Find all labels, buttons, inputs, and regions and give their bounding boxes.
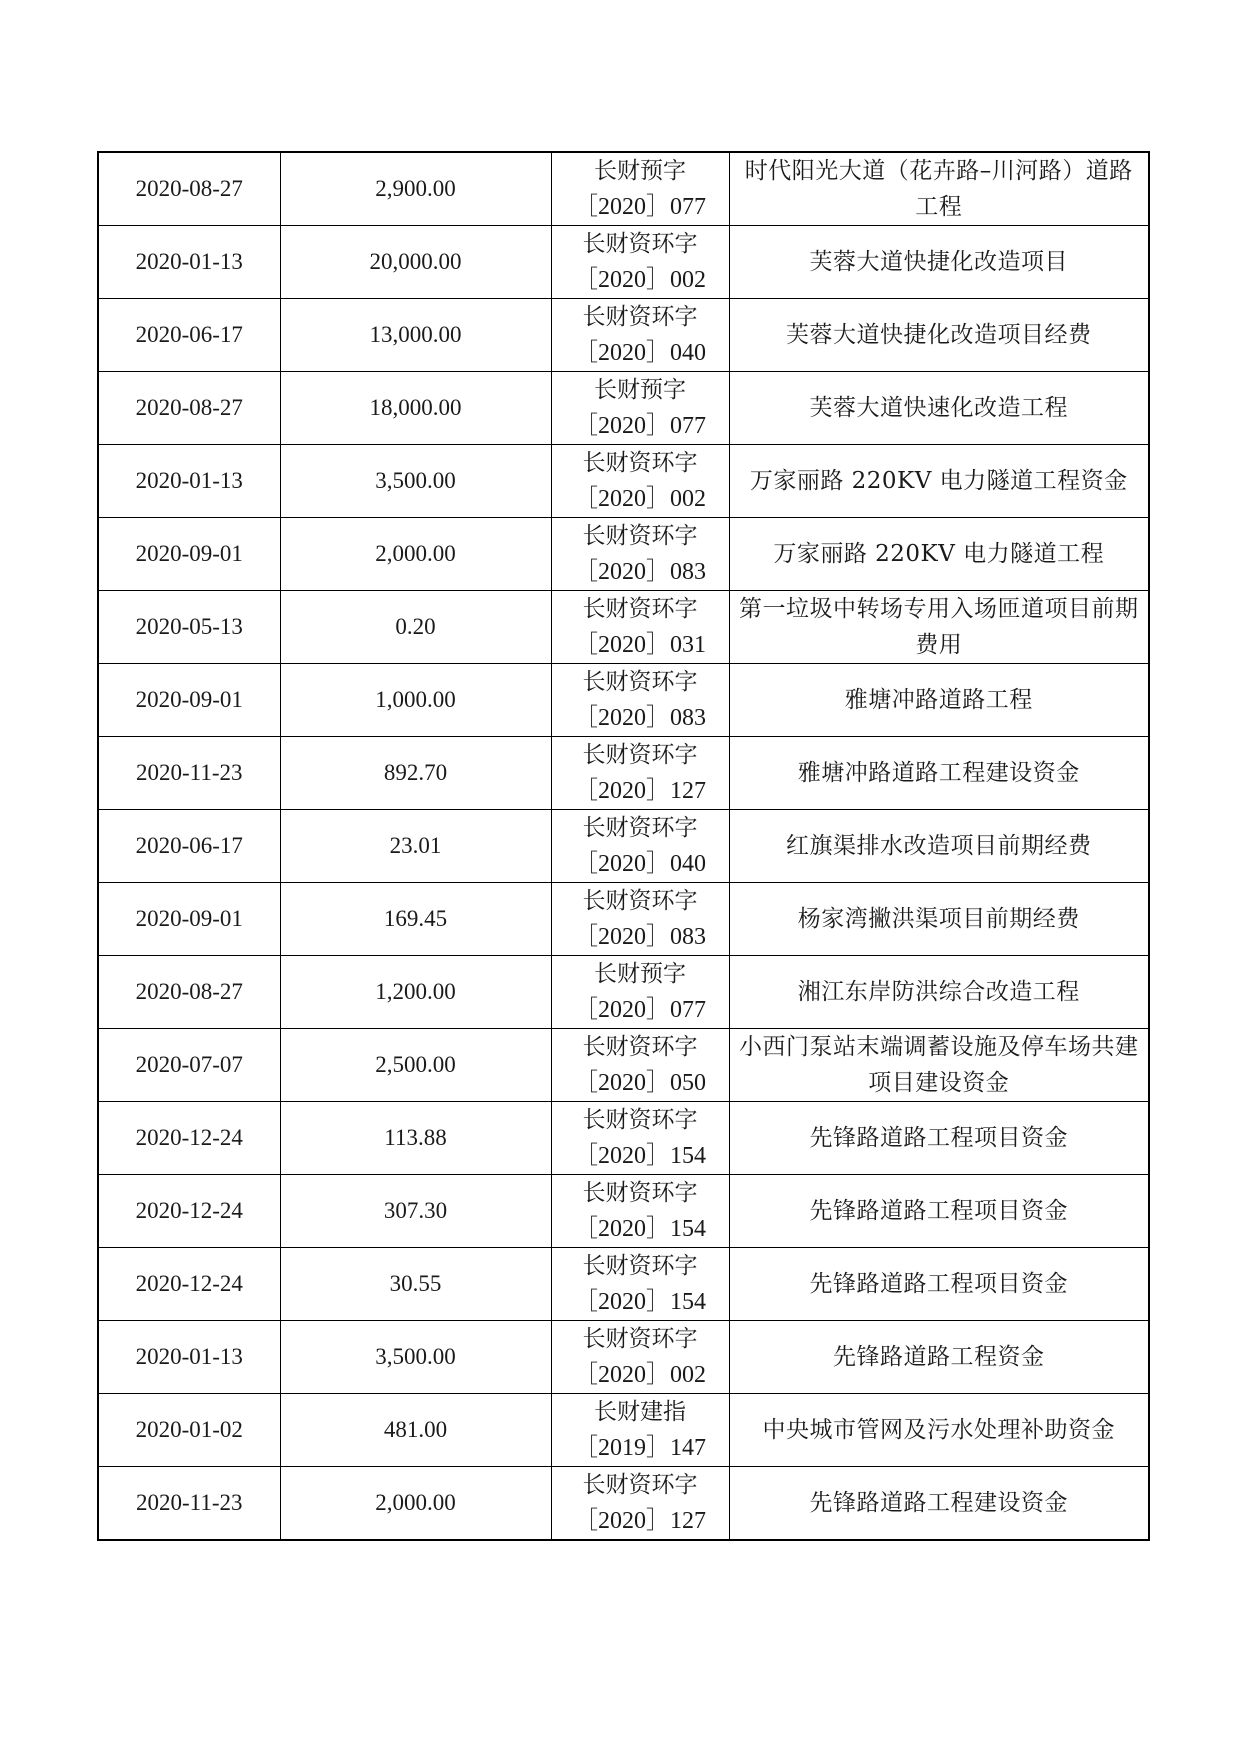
- project-description-cell: 先锋路道路工程项目资金: [729, 1175, 1149, 1248]
- project-description-cell: 红旗渠排水改造项目前期经费: [729, 810, 1149, 883]
- date-cell: 2020-06-17: [98, 810, 280, 883]
- document-number-cell: [551, 591, 729, 664]
- document-number: ［2020］127: [574, 1508, 706, 1534]
- amount-cell: 481.00: [280, 1394, 551, 1467]
- amount-cell: 113.88: [280, 1102, 551, 1175]
- document-number-cell: [551, 956, 729, 1029]
- amount-cell: 30.55: [280, 1248, 551, 1321]
- document-prefix: 长财预字: [594, 961, 686, 987]
- document-prefix: 长财预字: [594, 158, 686, 184]
- table-row: [98, 1248, 1149, 1321]
- document-number-cell: [551, 1029, 729, 1102]
- document-prefix: 长财资环字: [582, 1107, 698, 1133]
- date-cell: 2020-07-07: [98, 1029, 280, 1102]
- document-prefix: 长财资环字: [582, 596, 698, 622]
- table-row: [98, 299, 1149, 372]
- document-number: ［2020］154: [574, 1143, 706, 1169]
- date-cell: 2020-11-23: [98, 737, 280, 810]
- project-description-cell: 万家丽路 220KV 电力隧道工程: [729, 518, 1149, 591]
- amount-cell: 2,500.00: [280, 1029, 551, 1102]
- project-description-cell: 雅塘冲路道路工程: [729, 664, 1149, 737]
- table-row: [98, 591, 1149, 664]
- document-prefix: 长财资环字: [582, 231, 698, 257]
- project-description-cell: 万家丽路 220KV 电力隧道工程资金: [729, 445, 1149, 518]
- document-prefix: 长财资环字: [582, 1326, 698, 1352]
- document-number-cell: [551, 1467, 729, 1541]
- amount-cell: 169.45: [280, 883, 551, 956]
- table-row: [98, 152, 1149, 226]
- date-cell: 2020-12-24: [98, 1248, 280, 1321]
- document-number: ［2020］077: [574, 997, 706, 1023]
- document-number: ［2020］077: [574, 194, 706, 220]
- document-prefix: 长财资环字: [582, 450, 698, 476]
- document-number: ［2020］083: [574, 559, 706, 585]
- funding-table: [97, 151, 1150, 1541]
- document-number-cell: [551, 518, 729, 591]
- amount-cell: 1,000.00: [280, 664, 551, 737]
- document-prefix: 长财资环字: [582, 304, 698, 330]
- table-row: [98, 1175, 1149, 1248]
- project-description-cell: 第一垃圾中转场专用入场匝道项目前期费用: [729, 591, 1149, 664]
- date-cell: 2020-01-13: [98, 1321, 280, 1394]
- amount-cell: 18,000.00: [280, 372, 551, 445]
- document-number-cell: [551, 883, 729, 956]
- date-cell: 2020-08-27: [98, 372, 280, 445]
- document-number-cell: [551, 445, 729, 518]
- project-description-cell: 芙蓉大道快捷化改造项目: [729, 226, 1149, 299]
- document-number-cell: [551, 1248, 729, 1321]
- document-number: ［2020］040: [574, 851, 706, 877]
- document-prefix: 长财资环字: [582, 1472, 698, 1498]
- date-cell: 2020-11-23: [98, 1467, 280, 1541]
- document-number: ［2019］147: [574, 1435, 706, 1461]
- table-row: [98, 883, 1149, 956]
- document-number: ［2020］154: [574, 1216, 706, 1242]
- amount-cell: 2,900.00: [280, 152, 551, 226]
- document-number: ［2020］002: [574, 1362, 706, 1388]
- amount-cell: 3,500.00: [280, 1321, 551, 1394]
- table-row: [98, 1029, 1149, 1102]
- project-description-cell: 先锋路道路工程资金: [729, 1321, 1149, 1394]
- amount-cell: 2,000.00: [280, 518, 551, 591]
- table-row: [98, 737, 1149, 810]
- table-row: [98, 445, 1149, 518]
- document-prefix: 长财预字: [594, 377, 686, 403]
- table-row: [98, 372, 1149, 445]
- document-prefix: 长财建指: [594, 1399, 686, 1425]
- table-row: [98, 956, 1149, 1029]
- table-row: [98, 1467, 1149, 1541]
- document-number: ［2020］083: [574, 924, 706, 950]
- document-number: ［2020］002: [574, 486, 706, 512]
- document-number-cell: [551, 1102, 729, 1175]
- amount-cell: 2,000.00: [280, 1467, 551, 1541]
- document-number: ［2020］154: [574, 1289, 706, 1315]
- date-cell: 2020-05-13: [98, 591, 280, 664]
- table-row: [98, 1394, 1149, 1467]
- project-description-cell: 小西门泵站末端调蓄设施及停车场共建项目建设资金: [729, 1029, 1149, 1102]
- document-number-cell: [551, 1321, 729, 1394]
- document-number-cell: [551, 152, 729, 226]
- document-number: ［2020］077: [574, 413, 706, 439]
- document-prefix: 长财资环字: [582, 523, 698, 549]
- document-number: ［2020］050: [574, 1070, 706, 1096]
- project-description-cell: 杨家湾撇洪渠项目前期经费: [729, 883, 1149, 956]
- table-row: [98, 810, 1149, 883]
- amount-cell: 3,500.00: [280, 445, 551, 518]
- document-number-cell: [551, 226, 729, 299]
- document-number-cell: [551, 1394, 729, 1467]
- project-description-cell: 中央城市管网及污水处理补助资金: [729, 1394, 1149, 1467]
- document-number: ［2020］083: [574, 705, 706, 731]
- date-cell: 2020-09-01: [98, 518, 280, 591]
- date-cell: 2020-12-24: [98, 1175, 280, 1248]
- date-cell: 2020-08-27: [98, 956, 280, 1029]
- document-number-cell: [551, 664, 729, 737]
- date-cell: 2020-06-17: [98, 299, 280, 372]
- table-row: [98, 1102, 1149, 1175]
- document-prefix: 长财资环字: [582, 815, 698, 841]
- document-prefix: 长财资环字: [582, 888, 698, 914]
- table-row: [98, 1321, 1149, 1394]
- date-cell: 2020-01-13: [98, 226, 280, 299]
- project-description-cell: 芙蓉大道快速化改造工程: [729, 372, 1149, 445]
- document-number: ［2020］040: [574, 340, 706, 366]
- document-prefix: 长财资环字: [582, 1034, 698, 1060]
- amount-cell: 892.70: [280, 737, 551, 810]
- date-cell: 2020-09-01: [98, 664, 280, 737]
- table-row: [98, 518, 1149, 591]
- date-cell: 2020-01-02: [98, 1394, 280, 1467]
- project-description-cell: 时代阳光大道（花卉路–川河路）道路工程: [729, 152, 1149, 226]
- document-number-cell: [551, 1175, 729, 1248]
- document-prefix: 长财资环字: [582, 742, 698, 768]
- date-cell: 2020-09-01: [98, 883, 280, 956]
- document-number-cell: [551, 299, 729, 372]
- date-cell: 2020-12-24: [98, 1102, 280, 1175]
- amount-cell: 23.01: [280, 810, 551, 883]
- document-number: ［2020］031: [574, 632, 706, 658]
- amount-cell: 13,000.00: [280, 299, 551, 372]
- document-prefix: 长财资环字: [582, 1180, 698, 1206]
- document-number: ［2020］127: [574, 778, 706, 804]
- document-number-cell: [551, 737, 729, 810]
- document-number-cell: [551, 810, 729, 883]
- project-description-cell: 芙蓉大道快捷化改造项目经费: [729, 299, 1149, 372]
- project-description-cell: 雅塘冲路道路工程建设资金: [729, 737, 1149, 810]
- document-number-cell: [551, 372, 729, 445]
- document-number: ［2020］002: [574, 267, 706, 293]
- amount-cell: 1,200.00: [280, 956, 551, 1029]
- project-description-cell: 湘江东岸防洪综合改造工程: [729, 956, 1149, 1029]
- document-prefix: 长财资环字: [582, 669, 698, 695]
- table-row: [98, 664, 1149, 737]
- date-cell: 2020-08-27: [98, 152, 280, 226]
- amount-cell: 20,000.00: [280, 226, 551, 299]
- amount-cell: 0.20: [280, 591, 551, 664]
- amount-cell: 307.30: [280, 1175, 551, 1248]
- date-cell: 2020-01-13: [98, 445, 280, 518]
- funding-table-body: [98, 152, 1149, 1540]
- table-row: [98, 226, 1149, 299]
- document-prefix: 长财资环字: [582, 1253, 698, 1279]
- project-description-cell: 先锋路道路工程建设资金: [729, 1467, 1149, 1541]
- project-description-cell: 先锋路道路工程项目资金: [729, 1248, 1149, 1321]
- project-description-cell: 先锋路道路工程项目资金: [729, 1102, 1149, 1175]
